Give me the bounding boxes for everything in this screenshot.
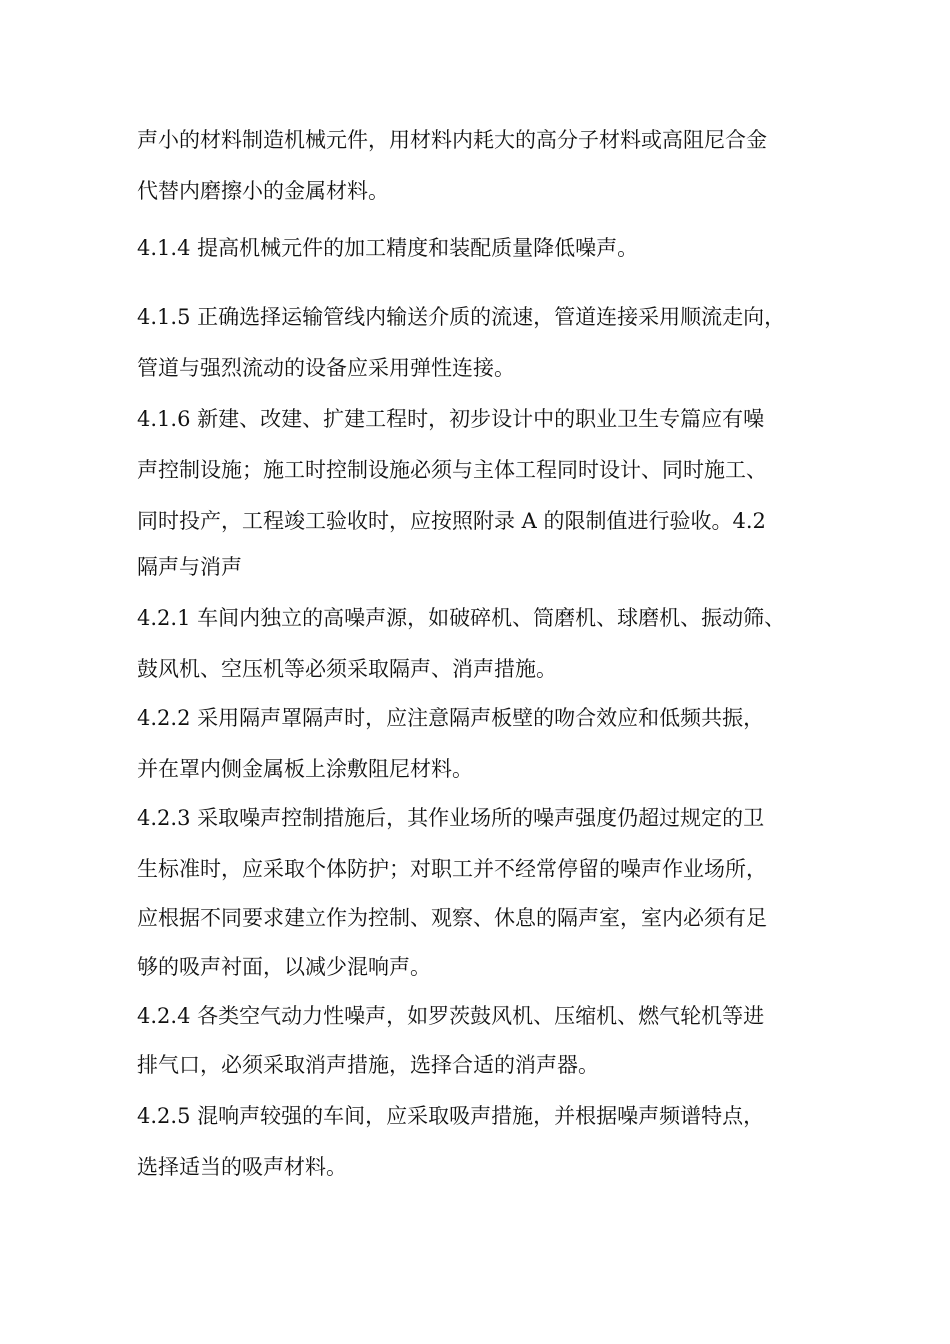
text-line: 4.2.2 采用隔声罩隔声时，应注意隔声板壁的吻合效应和低频共振， [137,706,765,730]
text-line: 够的吸声衬面，以减少混响声。 [137,955,431,979]
text-line: 4.2.4 各类空气动力性噪声，如罗茨鼓风机、压缩机、燃气轮机等进 [137,1004,765,1028]
text-line: 声控制设施；施工时控制设施必须与主体工程同时设计、同时施工、 [137,458,767,482]
text-line: 4.2.3 采取噪声控制措施后，其作业场所的噪声强度仍超过规定的卫 [137,806,765,830]
text-line: 4.1.6 新建、改建、扩建工程时，初步设计中的职业卫生专篇应有噪 [137,407,765,431]
text-line: 同时投产，工程竣工验收时，应按照附录 A 的限制值进行验收。4.2 [137,509,766,533]
text-line: 应根据不同要求建立作为控制、观察、休息的隔声室，室内必须有足 [137,906,767,930]
text-line: 4.2.5 混响声较强的车间，应采取吸声措施，并根据噪声频谱特点， [137,1104,765,1128]
text-line: 选择适当的吸声材料。 [137,1155,347,1179]
text-line: 声小的材料制造机械元件，用材料内耗大的高分子材料或高阻尼合金 [137,128,767,152]
text-line: 隔声与消声 [137,555,242,579]
text-line: 并在罩内侧金属板上涂敷阻尼材料。 [137,757,473,781]
text-line: 代替内磨擦小的金属材料。 [137,179,389,203]
text-line: 4.1.5 正确选择运输管线内输送介质的流速，管道连接采用顺流走向， [137,305,786,329]
text-line: 排气口，必须采取消声措施，选择合适的消声器。 [137,1053,599,1077]
text-line: 4.2.1 车间内独立的高噪声源，如破碎机、筒磨机、球磨机、振动筛、 [137,606,786,630]
text-line: 生标准时，应采取个体防护；对职工并不经常停留的噪声作业场所， [137,857,767,881]
text-line: 鼓风机、空压机等必须采取隔声、消声措施。 [137,657,557,681]
text-line: 管道与强烈流动的设备应采用弹性连接。 [137,356,515,380]
text-line: 4.1.4 提高机械元件的加工精度和装配质量降低噪声。 [137,236,639,260]
